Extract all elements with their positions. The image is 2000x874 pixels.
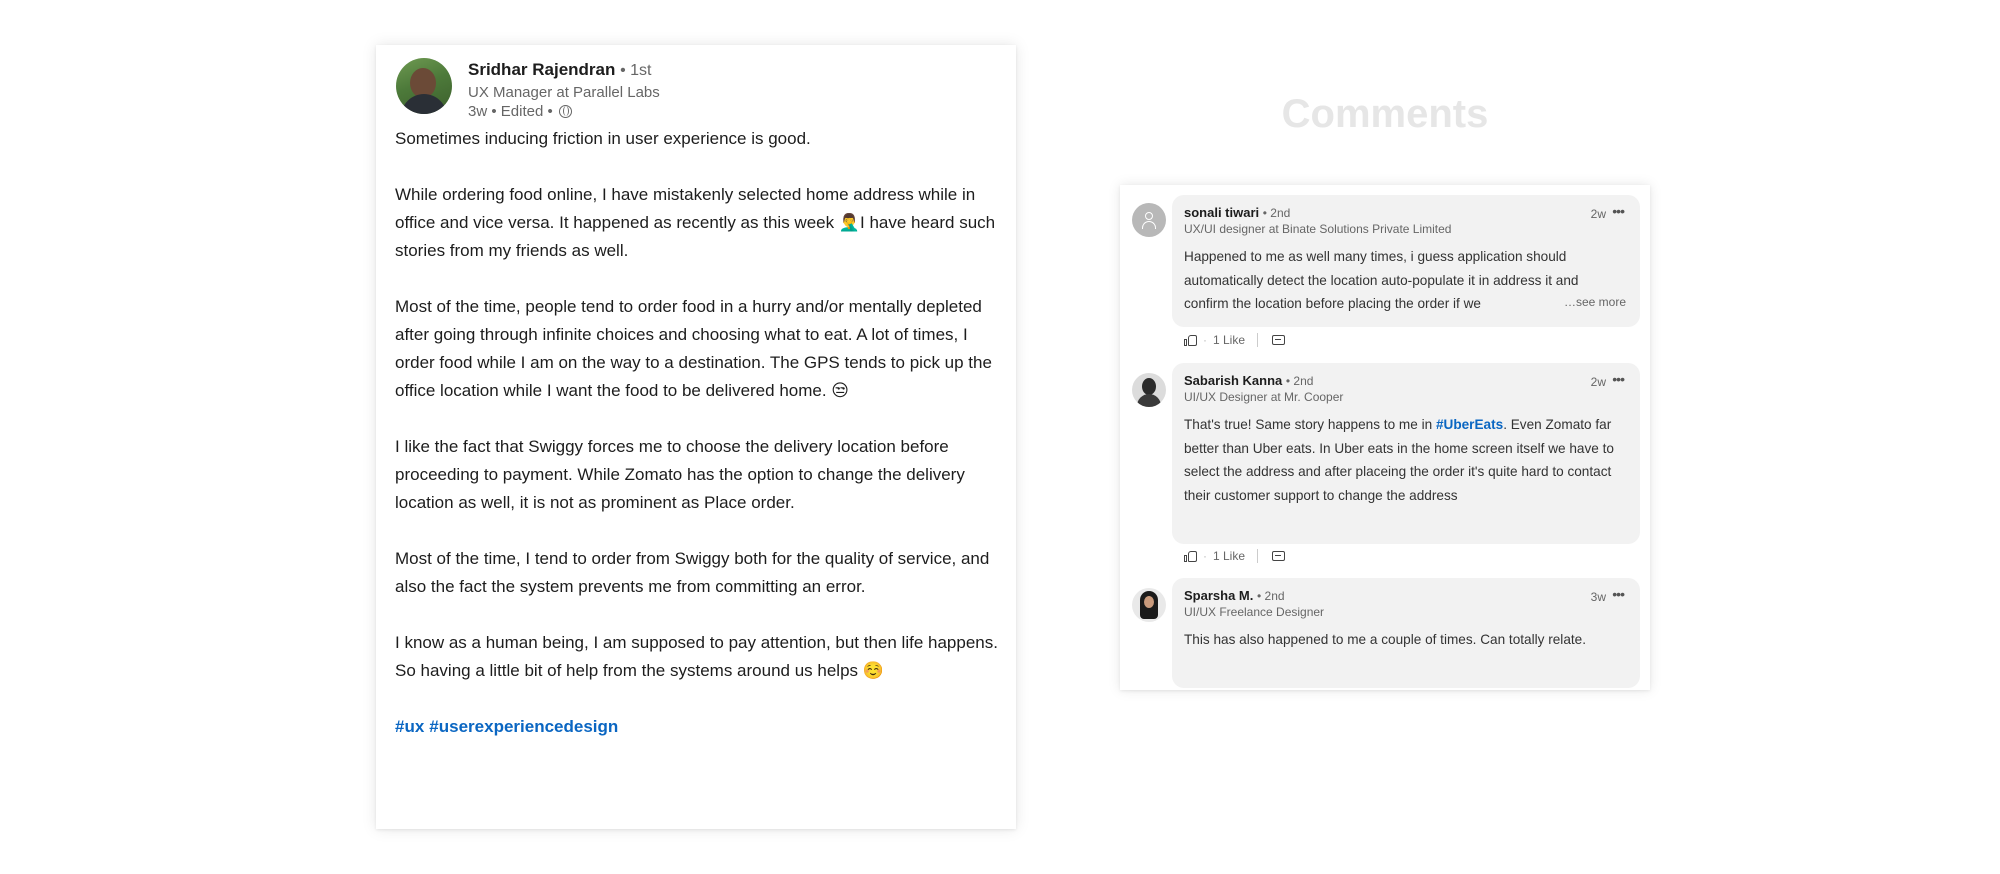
see-more-link[interactable]: …see more [1556,295,1626,309]
commenter-title: UI/UX Freelance Designer [1184,605,1325,619]
avatar-head [1142,378,1156,395]
comment-text-part: . Even Zomato far better than Uber eats. In Uber eats in the home screen itself we have to select the address and after placeing the order it's quite hard to contact their customer support to change the address [1184,417,1614,503]
avatar-body [1137,394,1161,407]
commenter-degree: • 2nd [1262,206,1291,220]
post-meta-text: 3w • Edited • [468,103,553,120]
post-body [395,125,1000,741]
author-line [468,60,652,80]
commenter-title: UX/UI designer at Binate Solutions Private Limited [1184,222,1452,236]
hashtag-link[interactable]: #UberEats [1435,417,1504,432]
author-degree: • 1st [620,62,652,79]
comment-bubble [1172,363,1640,544]
like-count[interactable]: 1 Like [1213,333,1246,347]
reply-icon[interactable] [1272,551,1285,561]
post-paragraph: Most of the time, people tend to order food in a hurry and/or mentally depleted after going through infinite choices and choosing what to eat. A lot of times, I order food while I am on the way to a destination. The GPS tends to pick up the office location while I want the food to be delivered home. 😒 [395,297,992,400]
commenter-avatar[interactable] [1132,203,1166,237]
post-header [396,58,996,118]
post-hashtags [395,713,1000,741]
like-icon[interactable] [1184,550,1197,562]
commenter-degree: • 2nd [1256,589,1285,603]
comments-panel [1120,185,1650,690]
person-icon-head [1145,212,1153,220]
separator-dot: · [1203,333,1207,347]
commenter-name[interactable]: Sparsha M. [1184,588,1254,603]
commenter-title: UI/UX Designer at Mr. Cooper [1184,390,1344,404]
separator-dot: · [1203,549,1207,563]
reply-icon[interactable] [1272,335,1285,345]
post-card [376,45,1016,829]
like-icon[interactable] [1184,334,1197,346]
commenter-avatar[interactable] [1132,588,1166,622]
avatar-body [401,94,447,114]
globe-icon [559,105,572,118]
post-paragraph: I know as a human being, I am supposed to pay attention, but then life happens. So having a little bit of help from the systems around us helps ☺️ [395,633,998,680]
comment-text: Happened to me as well many times, i guess application should automatically detect the location auto-populate it in address it and confirm the location before placing the order if we [1184,249,1579,311]
comment-actions [1184,332,1285,348]
post-paragraph: Sometimes inducing friction in user experience is good. [395,129,811,148]
post-paragraph: While ordering food online, I have mistakenly selected home address while in office and vice versa. It happened as recently as this week 🤦‍♂️I have heard such stories from my friends as well. [395,185,996,260]
commenter-avatar[interactable] [1132,373,1166,407]
post-paragraph: Most of the time, I tend to order from Swiggy both for the quality of service, and also the fact the system prevents me from committing an error. [395,549,990,596]
commenter-line [1184,373,1313,388]
comment-bubble [1172,578,1640,688]
comment-text [1184,413,1624,507]
comments-heading: Comments [1281,92,1489,136]
comment-bubble [1172,195,1640,327]
hashtag-link[interactable]: #ux [395,717,425,736]
commenter-degree: • 2nd [1285,374,1314,388]
person-icon-body [1142,221,1156,229]
commenter-line [1184,205,1290,220]
hashtag-link[interactable]: #userexperiencedesign [429,717,619,736]
action-divider [1257,333,1258,347]
action-divider [1257,549,1258,563]
comment-time: 2w [1590,375,1606,389]
author-avatar[interactable] [396,58,452,114]
avatar-face [1144,596,1154,608]
author-name[interactable]: Sridhar Rajendran [468,60,616,79]
author-title: UX Manager at Parallel Labs [468,84,660,101]
post-meta [468,103,572,120]
more-icon[interactable]: ••• [1612,371,1624,387]
commenter-line [1184,588,1285,603]
comment-actions [1184,548,1285,564]
more-icon[interactable]: ••• [1612,586,1624,602]
more-icon[interactable]: ••• [1612,203,1624,219]
like-count[interactable]: 1 Like [1213,549,1246,563]
comment-time: 3w [1590,590,1606,604]
post-paragraph: I like the fact that Swiggy forces me to choose the delivery location before proceeding to payment. While Zomato has the option to change the delivery location as well, it is not as prominent as Place order. [395,437,965,512]
commenter-name[interactable]: Sabarish Kanna [1184,373,1283,388]
comment-text: This has also happened to me a couple of times. Can totally relate. [1184,632,1586,647]
commenter-name[interactable]: sonali tiwari [1184,205,1260,220]
comment-time: 2w [1590,207,1606,221]
comment-text-part: That's true! Same story happens to me in [1184,417,1436,432]
